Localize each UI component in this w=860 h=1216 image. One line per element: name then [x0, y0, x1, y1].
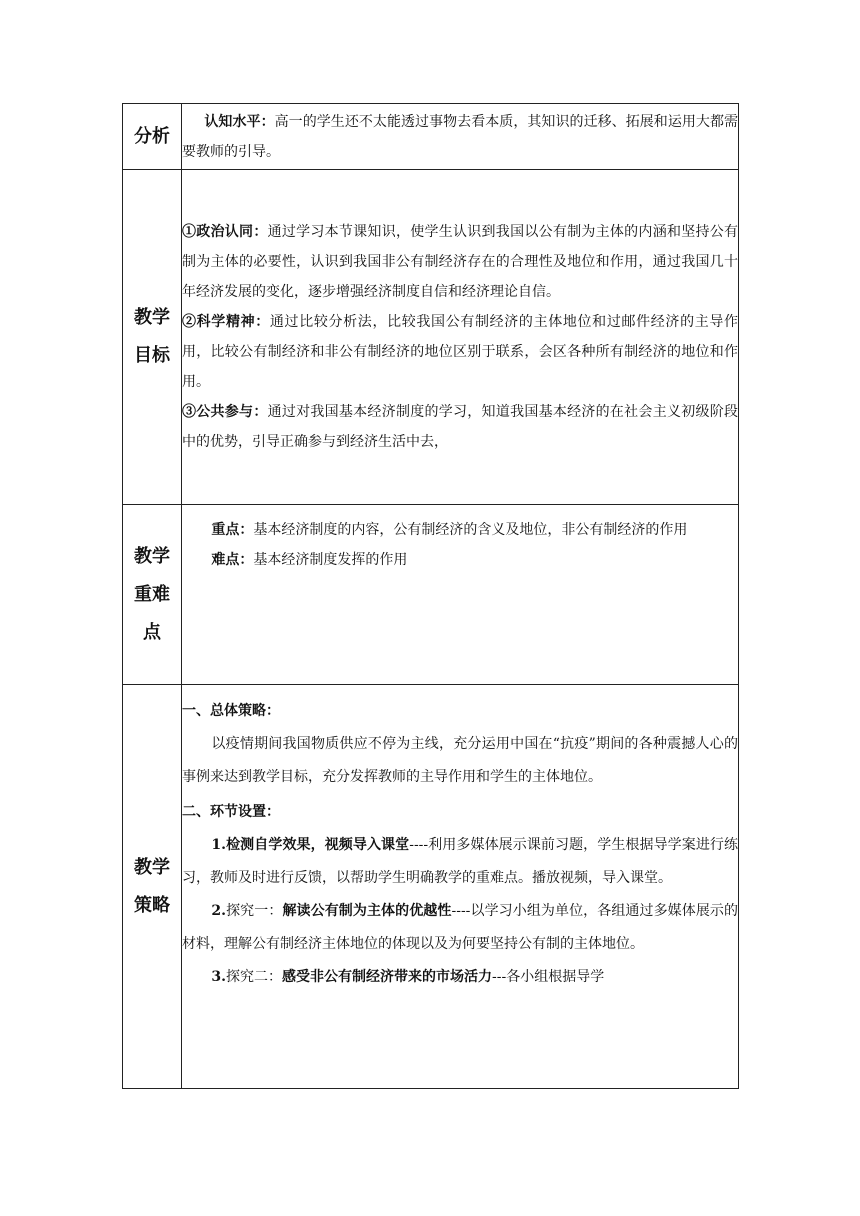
strategy-step-2: 2.探究一：解读公有制为主体的优越性----以学习小组为单位，各组通过多媒体展示的材料，理解公有制经济主体地位的体现以及为何要坚持公有制的主体地位。 — [182, 903, 739, 952]
row-label-cell — [123, 104, 182, 170]
difficult-point: 难点：基本经济制度发挥的作用 — [211, 552, 408, 568]
row-label-key-points: 教学重难点 — [134, 545, 170, 643]
strategy-heading-overall: 一、总体策略： — [182, 703, 280, 719]
objective-participation: ③公共参与：通过对我国基本经济制度的学习，知道我国基本经济的在社会主义初级阶段中的优势，引导正确参与到经济生活中去， — [182, 404, 739, 450]
analysis-paragraph: 认知水平：高一的学生还不太能透过事物去看本质，其知识的迁移、拓展和运用大都需要教师的引导。 — [182, 113, 738, 160]
row-label-objectives: 教学目标 — [134, 307, 170, 366]
strategy-content — [182, 685, 739, 1089]
strategy-overall-text: 以疫情期间我国物质供应不停为主线，充分运用中国在“抗疫”期间的各种震撼人心的事例来达到教学目标，充分发挥教师的主导作用和学生的主体地位。 — [182, 736, 738, 785]
row-label-strategy: 教学策略 — [134, 856, 170, 916]
analysis-content — [182, 104, 739, 170]
strategy-step-1: 1.检测自学效果，视频导入课堂----利用多媒体展示课前习题，学生根据导学案进行练习，教师及时进行反馈，以帮助学生明确教学的重难点。播放视频，导入课堂。 — [182, 837, 739, 886]
objectives-row — [123, 170, 739, 505]
objective-science: ②科学精神：通过比较分析法，比较我国公有制经济的主体地位和过邮件经济的主导作用，比较公有制经济和非公有制经济的地位区别于联系，会区各种所有制经济的地位和作用。 — [182, 314, 739, 390]
strategy-step-3: 3.探究二：感受非公有制经济带来的市场活力---各小组根据导学 — [211, 969, 605, 985]
objectives-content — [182, 170, 739, 505]
analysis-row — [123, 104, 739, 170]
strategy-heading-steps: 二、环节设置： — [182, 804, 280, 820]
row-label-analysis: 分析 — [134, 125, 170, 147]
row-label-cell — [123, 170, 182, 505]
key-points-content — [182, 505, 739, 685]
key-points-row — [123, 505, 739, 685]
objective-political: ①政治认同：通过学习本节课知识，使学生认识到我国以公有制为主体的内涵和坚持公有制为主体的必要性，认识到我国非公有制经济存在的合理性及地位和作用，通过我国几十年经济发展的变化，逐步增强经济制度自信和经济理论自信。 — [182, 224, 739, 300]
row-label-cell — [123, 505, 182, 685]
strategy-row — [123, 685, 739, 1089]
row-label-cell — [123, 685, 182, 1089]
lesson-plan-table — [122, 103, 739, 1089]
key-point: 重点：基本经济制度的内容，公有制经济的含义及地位，非公有制经济的作用 — [211, 522, 688, 538]
